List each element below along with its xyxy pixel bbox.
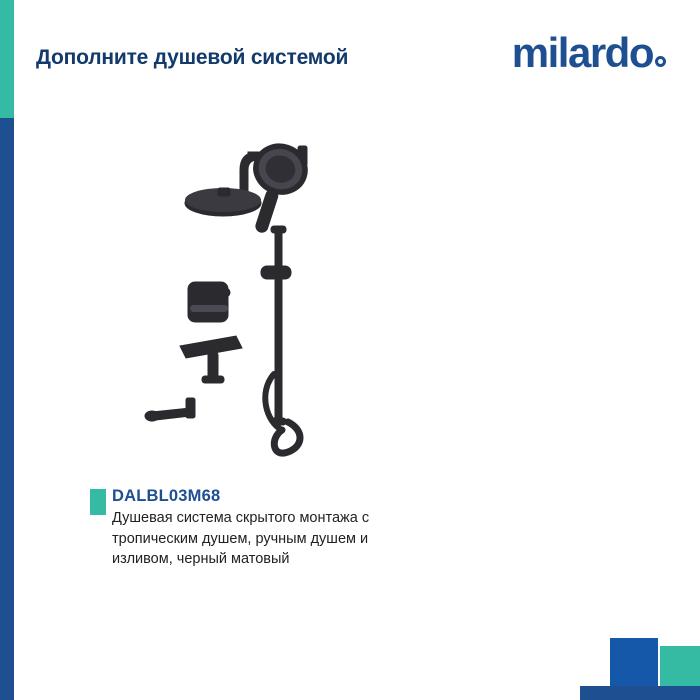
product-caption: [90, 487, 420, 570]
shower-system-illustration: [90, 130, 400, 460]
left-edge-teal-bar: [0, 0, 14, 118]
bottom-right-blue-bar: [580, 686, 700, 700]
page-title: Дополните душевой системой: [36, 46, 349, 70]
brand-logo-text: milardo: [511, 29, 653, 76]
caption-accent-bar: [90, 489, 106, 515]
product-image: [90, 130, 400, 460]
brand-logo-dot-icon: [655, 56, 666, 67]
bottom-right-blue-square: [610, 638, 658, 686]
bottom-right-teal-square: [660, 646, 700, 686]
brand-logo: [511, 29, 666, 76]
product-sku: DALBL03M68: [112, 487, 221, 505]
product-description: Душевая система скрытого монтажа с тропическим душем, ручным душем и изливом, черный матовый: [112, 510, 370, 568]
